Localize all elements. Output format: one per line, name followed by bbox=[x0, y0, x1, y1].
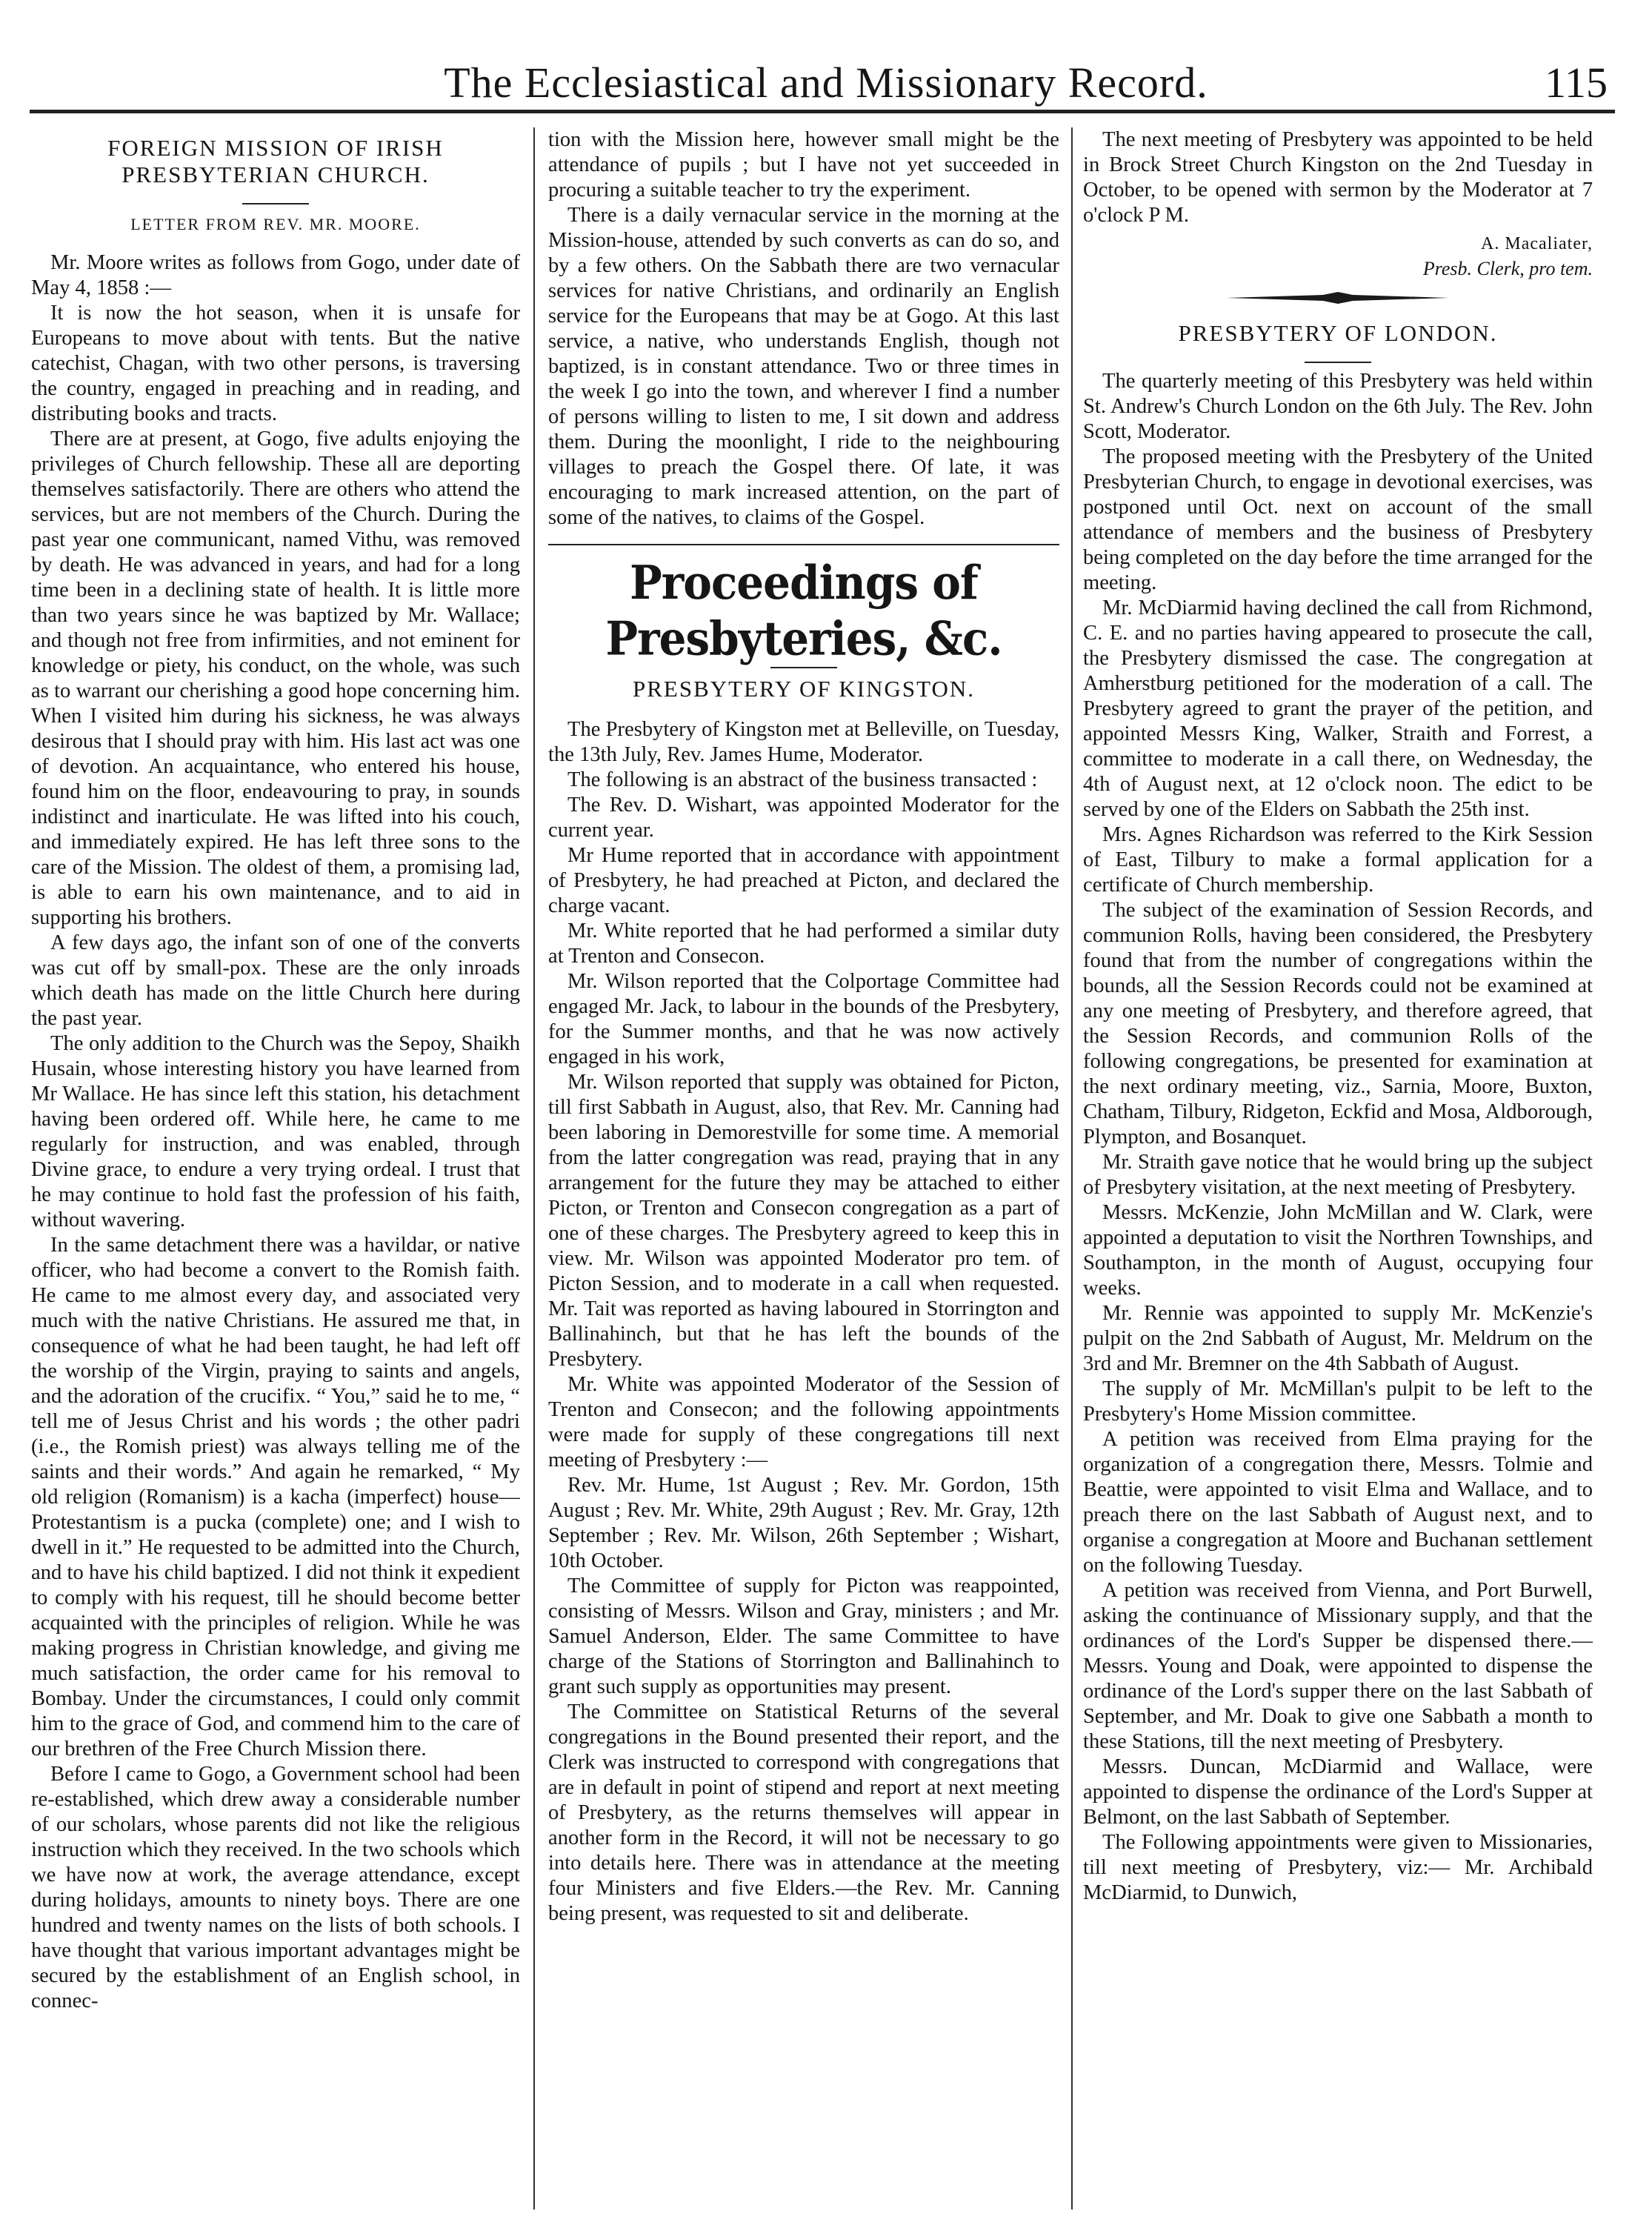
paragraph: The subject of the examination of Session Records, and communion Rolls, having been considered, the Presbytery found that from the number of congregations within the bounds, all the Session Records could not be examined at any one meeting of Presbytery, and therefore agreed, that the Session Records, and communion Rolls of the following congregations, be presented for examination at the next ordinary meeting, viz., Sarnia, Moore, Buxton, Chatham, Tilbury, Ridgeton, Eckfid and Mosa, Aldborough, Plympton, and Bosanquet. bbox=[1083, 899, 1593, 1148]
paragraph: A petition was received from Elma praying for the organization of a congregation there, Messrs. Tolmie and Beattie, were appointed to visit Elma and Wallace, and to preach there on the last Sabbath of August next, and to organise a congregation at Moore and Buchanan settlement on the following Tuesday. bbox=[1083, 1428, 1593, 1577]
header-rule bbox=[30, 110, 1615, 113]
paragraph: The Rev. D. Wishart, was appointed Moderator for the current year. bbox=[548, 794, 1059, 842]
paragraph: There are at present, at Gogo, five adults enjoying the privileges of Church fellowship. These all are deporting themselves satisfactorily. There are others who attend the services, but are not members of the Church. During the past year one communicant, named Vithu, was removed by death. He was advanced in years, and had for a long time been in a declining state of health. It is little more than two years since he was baptized by Mr. Wallace; and though not free from infirmities, and not eminent for knowledge or piety, his conduct, on the whole, was such as to warrant our cherishing a good hope concerning him. When I visited him during his sickness, he was always desirous that I should pray with him. His last act was one of devotion. An acquaintance, who entered his house, found him on the floor, endeavouring to pray, in sounds indistinct and inarticulate. He was lifted into his couch, and immediately expired. He has left three sons to the care of the Mission. The oldest of them, a promising lad, is able to earn his own maintenance, and to aid in supporting his brothers. bbox=[31, 428, 520, 929]
short-rule bbox=[1305, 362, 1371, 363]
section-heading: Proceedings of Presbyteries, &c. bbox=[605, 555, 1002, 666]
short-rule bbox=[242, 203, 309, 205]
section-rule bbox=[548, 544, 1059, 545]
paragraph: The following is an abstract of the business transacted : bbox=[567, 768, 1038, 791]
paragraph: The Presbytery of Kingston met at Belleville, on Tuesday, the 13th July, Rev. James Hume, Moderator. bbox=[548, 718, 1059, 766]
paragraph: The Following appointments were given to Missionaries, till next meeting of Presbytery, viz:— Mr. Archibald McDiarmid, to Dunwich, bbox=[1083, 1831, 1593, 1904]
paragraph: Mr. Moore writes as follows from Gogo, under date of May 4, 1858 :— bbox=[31, 251, 520, 299]
running-head bbox=[0, 58, 1652, 117]
signature-name: A. Macaliater, bbox=[1481, 234, 1593, 253]
paragraph: Mr. White reported that he had performed a similar duty at Trenton and Consecon. bbox=[548, 920, 1059, 968]
column-divider bbox=[1071, 127, 1073, 2210]
paragraph: Mr. Wilson reported that the Colportage Committee had engaged Mr. Jack, to labour in the bounds of the Presbytery, for the Summer months, and that he was now actively engaged in his work, bbox=[548, 970, 1059, 1068]
column-right bbox=[1083, 127, 1593, 2206]
paragraph: Mr. Straith gave notice that he would bring up the subject of Presbytery visitation, at the next meeting of Presbytery. bbox=[1083, 1151, 1593, 1199]
paragraph: The supply of Mr. McMillan's pulpit to be left to the Presbytery's Home Mission committee. bbox=[1083, 1377, 1593, 1426]
presbytery-heading: PRESBYTERY OF LONDON. bbox=[1178, 320, 1498, 346]
paragraph: tion with the Mission here, however small might be the attendance of pupils ; but I have not yet succeeded in procuring a suitable teacher to try the experiment. bbox=[548, 128, 1059, 202]
column-divider bbox=[533, 127, 535, 2210]
paragraph: Rev. Mr. Hume, 1st August ; Rev. Mr. Gordon, 15th August ; Rev. Mr. White, 29th August ; Rev. Mr. Gray, 12th September ; Rev. Mr. Wilson, 26th September ; Wishart, 10th October. bbox=[548, 1474, 1059, 1572]
paragraph: Mrs. Agnes Richardson was referred to the Kirk Session of East, Tilbury to make a formal application for a certificate of Church membership. bbox=[1083, 823, 1593, 897]
ornamental-rule bbox=[1227, 292, 1449, 304]
article-heading: FOREIGN MISSION OF IRISH PRESBYTERIAN CHURCH. bbox=[107, 135, 444, 187]
article-subheading: LETTER FROM REV. MR. MOORE. bbox=[130, 215, 421, 233]
paragraph: Messrs. McKenzie, John McMillan and W. Clark, were appointed a deputation to visit the Northren Townships, and Southampton, in the month of August, occupying four weeks. bbox=[1083, 1201, 1593, 1300]
presbytery-heading: PRESBYTERY OF KINGSTON. bbox=[633, 676, 975, 702]
column-left bbox=[31, 127, 520, 2206]
paragraph: A petition was received from Vienna, and Port Burwell, asking the continuance of Missionary supply, and that the ordinances of the Lord's Supper be dispensed there.— Messrs. Young and Doak, were appointed to dispense the ordinance of the Lord's supper there on the last Sabbath of September, and Mr. Doak to give one Sabbath a month to these Stations, till the next meeting of Presbytery. bbox=[1083, 1579, 1593, 1753]
paragraph: The quarterly meeting of this Presbytery was held within St. Andrew's Church London on the 6th July. The Rev. John Scott, Moderator. bbox=[1083, 370, 1593, 443]
paragraph: Mr. McDiarmid having declined the call from Richmond, C. E. and no parties having appeared to prosecute the call, the Presbytery dismissed the case. The congregation at Amherstburg petitioned for the moderation of a call. The Presbytery agreed to grant the prayer of the petition, and appointed Messrs King, Walker, Straith and Forrest, a committee to moderate in a call there, on Wednesday, the 4th of August next, at 12 o'clock noon. The edict to be served by one of the Elders on Sabbath the 25th inst. bbox=[1083, 596, 1593, 821]
paragraph: Mr. White was appointed Moderator of the Session of Trenton and Consecon; and the following appointments were made for supply of these congregations till next meeting of Presbytery :— bbox=[548, 1373, 1059, 1472]
paragraph: Mr. Wilson reported that supply was obtained for Picton, till first Sabbath in August, also, that Rev. Mr. Canning had been laboring in Demorestville for some time. A memorial from the latter congregation was read, praying that in any arrangement for the future they may be attached to either Picton, or Trenton and Consecon congregation as a part of one of these charges. The Presbytery agreed to keep this in view. Mr. Wilson was appointed Moderator pro tem. of Picton Session, and to moderate in a call when requested. Mr. Tait was reported as having laboured in Storrington and Ballinahinch, but that he has left the bounds of the Presbytery. bbox=[548, 1071, 1059, 1371]
paragraph: The proposed meeting with the Presbytery of the United Presbyterian Church, to engage in devotional exercises, was postponed until Oct. next on account of the small attendance of members and the business of Presbytery being completed on the day before the time arranged for the meeting. bbox=[1083, 445, 1593, 594]
paragraph: Messrs. Duncan, McDiarmid and Wallace, were appointed to dispense the ordinance of the Lord's Supper at Belmont, on the last Sabbath of September. bbox=[1083, 1755, 1593, 1829]
journal-title: The Ecclesiastical and Missionary Record. bbox=[444, 59, 1208, 107]
paragraph: The next meeting of Presbytery was appointed to be held in Brock Street Church Kingston on the 2nd Tuesday in October, to be opened with sermon by the Moderator at 7 o'clock P M. bbox=[1083, 128, 1593, 227]
paragraph: The Committee on Statistical Returns of the several congregations in the Bound presented their report, and the Clerk was instructed to correspond with congregations that are in default in point of stipend and report at next meeting of Presbytery, as the returns themselves will appear in another form in the Record, it will not be necessary to go into details here. There was in attendance at the meeting four Ministers and five Elders.—the Rev. Mr. Canning being present, was requested to sit and deliberate. bbox=[548, 1700, 1059, 1925]
paragraph: Mr Hume reported that in accordance with appointment of Presbytery, he had preached at Picton, and declared the charge vacant. bbox=[548, 844, 1059, 917]
paragraph: The only addition to the Church was the Sepoy, Shaikh Husain, whose interesting history you have learned from Mr Wallace. He has since left this station, his detachment having been ordered off. While here, he came to me regularly for instruction, and was enabled, through Divine grace, to endure a very trying ordeal. I trust that he may continue to hold fast the profession of his faith, without wavering. bbox=[31, 1032, 520, 1231]
paragraph: It is now the hot season, when it is unsafe for Europeans to move about with tents. But the native catechist, Chagan, with two other persons, is traversing the country, engaged in preaching and in reading, and distributing books and tracts. bbox=[31, 302, 520, 425]
paragraph: The Committee of supply for Picton was reappointed, consisting of Messrs. Wilson and Gray, ministers ; and Mr. Samuel Anderson, Elder. The same Committee to have charge of the Stations of Storrington and Ballinahinch to grant such supply as opportunities may present. bbox=[548, 1575, 1059, 1698]
paragraph: Mr. Rennie was appointed to supply Mr. McKenzie's pulpit on the 2nd Sabbath of August, Mr. Meldrum on the 3rd and Mr. Bremner on the 4th Sabbath of August. bbox=[1083, 1302, 1593, 1375]
signature-title: Presb. Clerk, pro tem. bbox=[1422, 258, 1593, 279]
short-rule bbox=[770, 667, 837, 668]
paragraph: There is a daily vernacular service in the morning at the Mission-house, attended by such converts as can do so, and by a few others. On the Sabbath there are two vernacular services for native Christians, and ordinarily an English service for the Europeans that may be at Gogo. At this last service, a native, who understands English, though not baptized, is in constant attendance. Two or three times in the week I go into the town, and wherever I find a number of persons willing to listen to me, I sit down and address them. During the moonlight, I ride to the neighbouring villages to preach the Gospel there. Of late, it was encouraging to mark increased attention, on the part of some of the natives, to claims of the Gospel. bbox=[548, 204, 1059, 529]
paragraph: Before I came to Gogo, a Government school had been re-established, which drew away a considerable number of our scholars, whose parents did not like the religious instruction which they received. In the two schools which we have now at work, the average attendance, except during holidays, amounts to ninety boys. There are one hundred and twenty names on the lists of both schools. I have thought that various important advantages might be secured by the establishment of an English school, in connec- bbox=[31, 1763, 520, 2012]
signature-block bbox=[1083, 231, 1593, 282]
page-number: 115 bbox=[1545, 59, 1608, 107]
paragraph: A few days ago, the infant son of one of the converts was cut off by small-pox. These are the only inroads which death has made on the little Church here during the past year. bbox=[31, 931, 520, 1030]
paragraph: In the same detachment there was a havildar, or native officer, who had become a convert to the Romish faith. He came to me almost every day, and associated very much with the native Christians. He assured me that, in consequence of what he had been taught, he had left off the worship of the Virgin, praying to saints and angels, and the adoration of the crucifix. “ You,” said he to me, “ tell me of Jesus Christ and his words ; the other padri (i.e., the Romish priest) was always telling me of the saints and their words.” And again he remarked, “ My old religion (Romanism) is a kacha (imperfect) house—Protestantism is a pucka (complete) one; and I wish to dwell in it.” He requested to be admitted into the Church, and to have his child baptized. I did not think it expedient to comply with his request, till he should become better acquainted with the principles of religion. While he was making progress in Christian knowledge, and giving me much satisfaction, the order came for his removal to Bombay. Under the circumstances, I could only commit him to the grace of God, and commend him to the care of our brethren of the Free Church Mission there. bbox=[31, 1234, 520, 1760]
column-middle bbox=[548, 127, 1059, 2206]
